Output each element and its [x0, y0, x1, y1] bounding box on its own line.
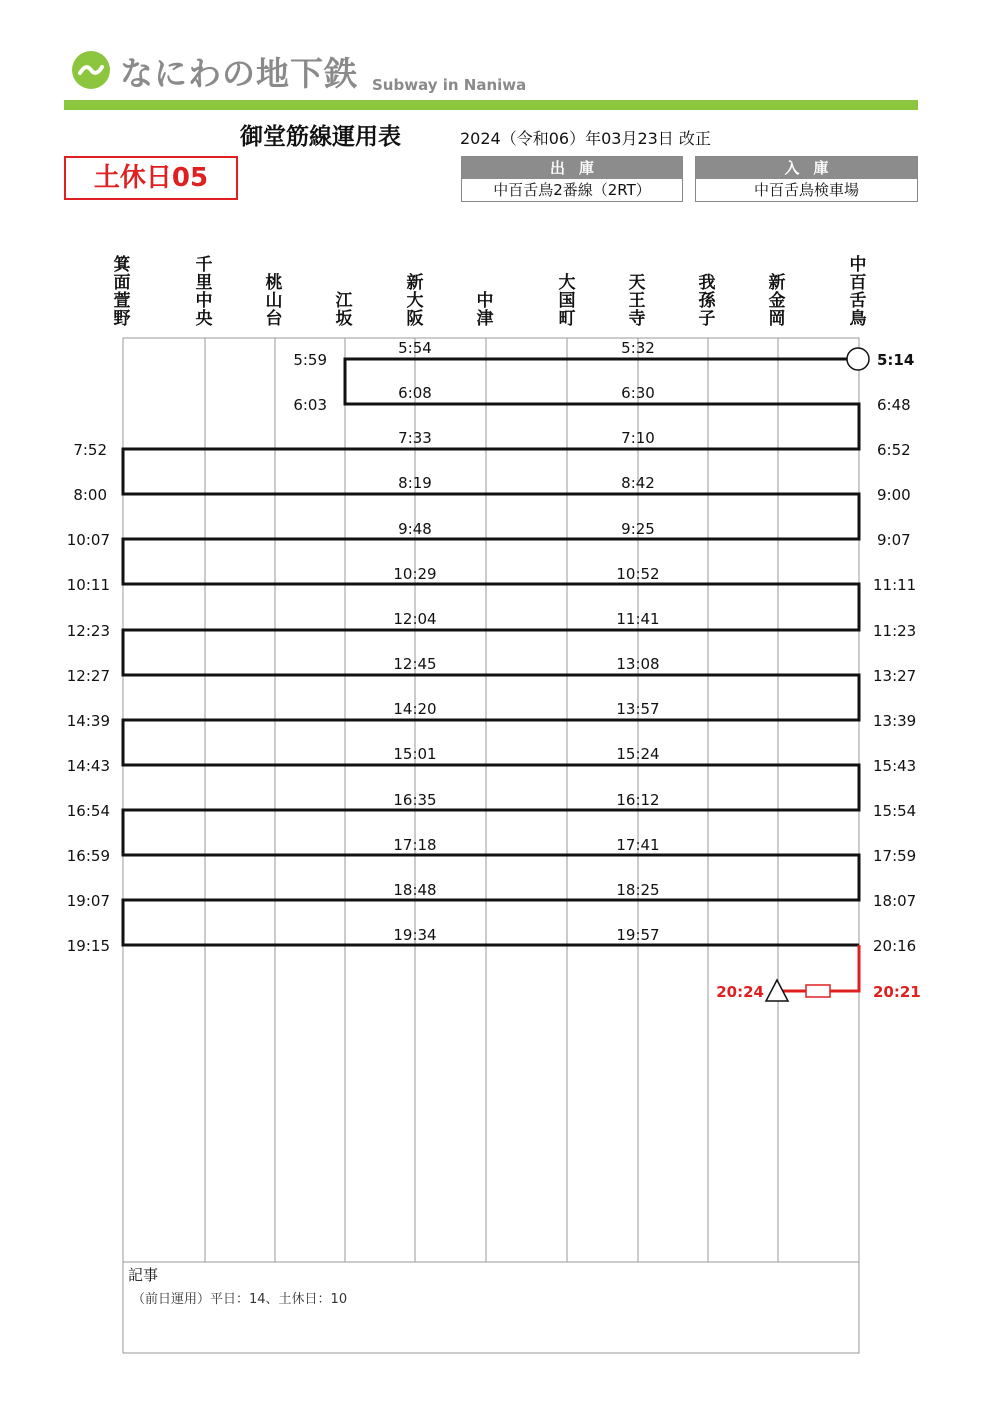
station-label: 中 百 舌 鳥: [849, 255, 867, 329]
time-label: 20:21: [873, 983, 921, 1001]
time-label: 7:52: [73, 441, 107, 459]
time-label: 8:00: [73, 486, 107, 504]
time-label: 13:08: [616, 655, 660, 673]
time-label: 19:57: [616, 926, 660, 944]
time-label: 11:41: [616, 610, 660, 628]
time-label: 10:52: [616, 565, 660, 583]
time-label: 5:14: [877, 351, 915, 369]
station-label: 我 孫 子: [698, 273, 716, 329]
time-label: 10:11: [66, 576, 110, 594]
station-label: 箕 面 萱 野: [113, 255, 131, 329]
time-label: 15:54: [873, 802, 917, 820]
time-label: 17:41: [616, 836, 660, 854]
time-label: 13:39: [873, 712, 917, 730]
brand-subtitle: Subway in Naniwa: [372, 76, 527, 94]
time-label: 12:23: [66, 622, 110, 640]
time-label: 15:01: [393, 745, 437, 763]
time-label: 16:12: [616, 791, 660, 809]
time-label: 9:07: [877, 531, 911, 549]
brand-name: なにわの地下鉄: [120, 54, 358, 93]
time-label: 16:59: [66, 847, 110, 865]
time-label: 18:25: [616, 881, 660, 899]
station-label: 中 津: [476, 291, 494, 329]
time-label: 19:15: [66, 937, 110, 955]
station-label: 新 金 岡: [768, 273, 786, 329]
station-label: 千 里 中 央: [195, 255, 213, 329]
time-label: 14:20: [393, 700, 437, 718]
time-label: 5:59: [293, 351, 327, 369]
revision-date: 2024（令和06）年03月23日 改正: [460, 129, 711, 148]
notes-body: （前日運用）平日：14、土休日：10: [132, 1292, 348, 1307]
time-label: 10:29: [393, 565, 437, 583]
time-label: 7:10: [621, 429, 655, 447]
depot-out-value: 中百舌鳥2番線（2RT）: [493, 181, 651, 199]
time-label: 15:24: [616, 745, 660, 763]
time-label: 18:48: [393, 881, 437, 899]
start-circle-icon: [847, 348, 869, 370]
page-title: 御堂筋線運用表: [240, 124, 401, 150]
time-label: 19:34: [393, 926, 437, 944]
time-label: 14:39: [66, 712, 110, 730]
station-label: 大 国 町: [558, 273, 576, 329]
time-label: 17:18: [393, 836, 437, 854]
time-label: 6:03: [293, 396, 327, 414]
time-label: 12:45: [393, 655, 437, 673]
depot-marker-icon: [806, 985, 830, 997]
time-label: 5:32: [621, 339, 655, 357]
time-label: 18:07: [873, 892, 917, 910]
station-label: 江 坂: [335, 291, 353, 329]
depot-in-value: 中百舌鳥検車場: [753, 181, 859, 199]
station-label: 新 大 阪: [406, 273, 424, 329]
time-label: 16:35: [393, 791, 437, 809]
time-label: 7:33: [398, 429, 432, 447]
time-label: 13:57: [616, 700, 660, 718]
time-label: 12:27: [66, 667, 110, 685]
time-label: 8:42: [621, 474, 655, 492]
time-label: 19:07: [66, 892, 110, 910]
time-label: 8:19: [398, 474, 432, 492]
time-label: 20:24: [716, 983, 764, 1001]
schedule-id-badge: 土休日05: [64, 156, 238, 200]
station-label: 桃 山 台: [265, 273, 283, 329]
station-label: 天 王 寺: [628, 273, 646, 329]
time-label: 17:59: [873, 847, 917, 865]
depot-return-path: [778, 945, 859, 991]
time-label: 5:54: [398, 339, 432, 357]
time-label: 10:07: [66, 531, 110, 549]
time-label: 6:08: [398, 384, 432, 402]
notes-title: 記事: [128, 1266, 159, 1284]
time-label: 9:00: [877, 486, 911, 504]
time-label: 9:48: [398, 520, 432, 538]
time-label: 11:23: [873, 622, 917, 640]
time-label: 16:54: [66, 802, 110, 820]
run-path: [123, 359, 859, 945]
time-label: 9:25: [621, 520, 655, 538]
time-label: 14:43: [66, 757, 110, 775]
time-label: 6:48: [877, 396, 911, 414]
time-label: 20:16: [873, 937, 917, 955]
time-label: 6:52: [877, 441, 911, 459]
time-label: 6:30: [621, 384, 655, 402]
depot-in-label: 入庫: [696, 157, 917, 179]
time-label: 11:11: [873, 576, 917, 594]
depot-out-label: 出庫: [462, 157, 682, 179]
time-label: 12:04: [393, 610, 437, 628]
time-label: 13:27: [873, 667, 917, 685]
time-label: 15:43: [873, 757, 917, 775]
